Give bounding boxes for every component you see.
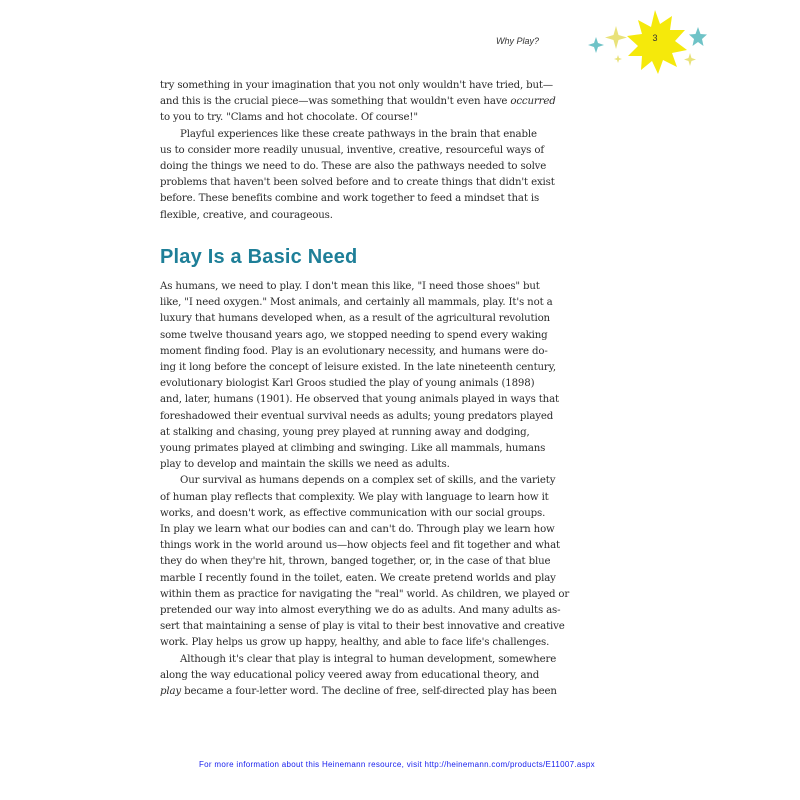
section-paragraph-3 <box>160 652 556 701</box>
text-line: to you to try. "Clams and hot chocolate. Of course!" <box>160 112 418 124</box>
intro-text <box>160 78 556 224</box>
text-line: moment finding food. Play is an evolutionary necessity, and humans were do- <box>160 345 548 357</box>
sun-and-stars-decoration <box>584 8 714 78</box>
star-yellow-right-icon <box>684 53 696 66</box>
text-line: ing it long before the concept of leisure existed. In the late nineteenth century, <box>160 362 556 374</box>
text-line: they do when they're hit, thrown, banged together, or, in the case of that blue <box>160 556 551 568</box>
running-title: Why Play? <box>496 36 540 46</box>
footer-resource-link[interactable]: For more information about this Heinemann resource, visit http://heinemann.com/products/E11007.aspx <box>199 760 595 769</box>
text-line: and this is the crucial piece—was something that wouldn't even have occurred <box>160 96 556 108</box>
text-line: at stalking and chasing, young prey played at running away and dodging, <box>160 426 530 438</box>
text-line: sert that maintaining a sense of play is vital to their best innovative and creative <box>160 621 565 633</box>
text-line: us to consider more readily unusual, inventive, creative, resourceful ways of <box>160 144 544 156</box>
text-line: foreshadowed their eventual survival needs as adults; young predators played <box>160 410 554 422</box>
star-yellow-small-icon <box>614 55 622 63</box>
section-text <box>160 279 570 700</box>
intro-paragraph-1 <box>160 78 556 127</box>
text-line: before. These benefits combine and work together to feed a mindset that is <box>160 193 540 205</box>
text-line: young primates played at climbing and swinging. Like all mammals, humans <box>160 443 546 455</box>
page-number: 3 <box>652 33 658 43</box>
text-line: and, later, humans (1901). He observed that young animals played in ways that <box>160 394 559 406</box>
text-line: play to develop and maintain the skills we need as adults. <box>160 459 450 471</box>
text-line: evolutionary biologist Karl Groos studied the play of young animals (1898) <box>160 378 535 390</box>
text-line: of human play reflects that complexity. We play with language to learn how it <box>160 491 549 503</box>
text-line: Playful experiences like these create pathways in the brain that enable <box>180 128 537 140</box>
text-line: luxury that humans developed when, as a result of the agricultural revolution <box>160 313 550 325</box>
star-teal-left-icon <box>588 37 604 53</box>
section-heading: Play Is a Basic Need <box>160 246 358 268</box>
section-paragraph-2 <box>160 473 570 651</box>
text-line: like, "I need oxygen." Most animals, and certainly all mammals, play. It's not a <box>160 297 553 309</box>
text-line: things work in the world around us—how objects feel and fit together and what <box>160 540 560 552</box>
text-line: pretended our way into almost everything we do as adults. And many adults as- <box>160 605 561 617</box>
text-line: play became a four-letter word. The decline of free, self-directed play has been <box>160 686 557 698</box>
star-teal-right-icon <box>689 27 707 46</box>
star-yellow-left-icon <box>605 26 627 49</box>
text-line: work. Play helps us grow up happy, healthy, and able to face life's challenges. <box>160 637 550 649</box>
text-line: As humans, we need to play. I don't mean this like, "I need those shoes" but <box>160 281 540 292</box>
text-line: doing the things we need to do. These are also the pathways needed to solve <box>160 161 547 173</box>
text-line: within them as practice for navigating the "real" world. As children, we played or <box>160 588 570 600</box>
intro-paragraph-2 <box>160 127 556 224</box>
section-paragraph-1 <box>160 279 559 473</box>
text-line: Although it's clear that play is integral to human development, somewhere <box>180 653 557 665</box>
text-line: Our survival as humans depends on a complex set of skills, and the variety <box>180 475 556 487</box>
text-line: problems that haven't been solved before and to create things that didn't exist <box>160 177 555 189</box>
text-line: works, and doesn't work, as effective communication with our social groups. <box>160 507 546 519</box>
text-line: In play we learn what our bodies can and can't do. Through play we learn how <box>160 524 555 536</box>
text-line: marble I recently found in the toilet, eaten. We create pretend worlds and play <box>160 572 556 584</box>
text-line: along the way educational policy veered away from educational theory, and <box>160 669 540 681</box>
text-line: some twelve thousand years ago, we stopped needing to spend every waking <box>160 329 548 341</box>
text-line: try something in your imagination that you not only wouldn't have tried, but— <box>160 80 553 91</box>
text-line: flexible, creative, and courageous. <box>160 209 333 221</box>
